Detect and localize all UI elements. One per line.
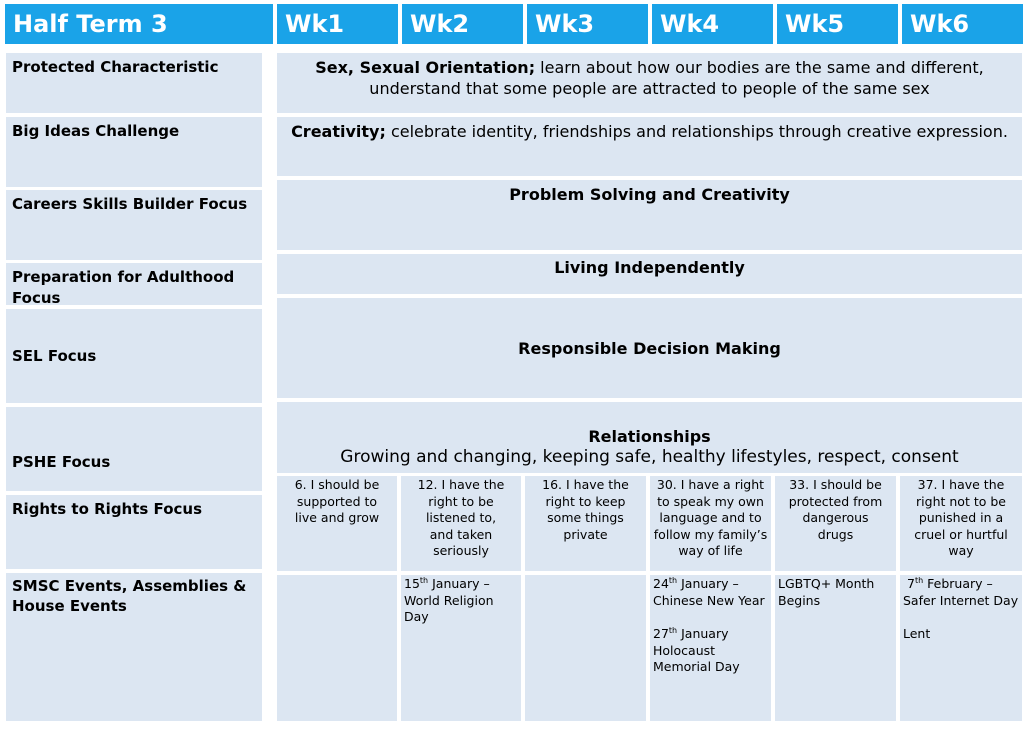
protected-characteristic-bold: Sex, Sexual Orientation; bbox=[315, 58, 536, 77]
smsc-wk4 bbox=[650, 575, 771, 721]
smsc-wk5-event: LGBTQ+ Month Begins bbox=[778, 576, 875, 608]
smsc-wk5 bbox=[775, 575, 896, 721]
pshe-content bbox=[277, 402, 1022, 473]
rights-wk2: 12. I have the right to be listened to, and taken seriously bbox=[401, 476, 521, 571]
row-label-pshe: PSHE Focus bbox=[6, 407, 262, 491]
sel-content: Responsible Decision Making bbox=[277, 298, 1022, 398]
big-ideas-text: celebrate identity, friendships and relationships through creative expression. bbox=[385, 122, 1008, 141]
smsc-wk4-event-2: 27th January Holocaust Memorial Day bbox=[653, 625, 740, 674]
week-header-4: Wk4 bbox=[652, 4, 773, 44]
rights-wk5: 33. I should be protected from dangerous drugs bbox=[775, 476, 896, 571]
rights-wk3: 16. I have the right to keep some things private bbox=[525, 476, 646, 571]
protected-characteristic-text: learn about how our bodies are the same and different, understand that some people are attracted to people of the same sex bbox=[369, 58, 984, 98]
smsc-wk2 bbox=[401, 575, 521, 721]
week-header-1: Wk1 bbox=[277, 4, 398, 44]
smsc-wk6 bbox=[900, 575, 1022, 721]
row-label-big-ideas: Big Ideas Challenge bbox=[6, 117, 262, 187]
row-label-sel: SEL Focus bbox=[6, 309, 262, 403]
smsc-wk2-event: 15th January – World Religion Day bbox=[404, 575, 494, 624]
protected-characteristic-content bbox=[277, 53, 1022, 113]
week-header-3: Wk3 bbox=[527, 4, 648, 44]
row-label-protected-characteristic: Protected Characteristic bbox=[6, 53, 262, 113]
pshe-title: Relationships bbox=[588, 427, 711, 446]
half-term-title: Half Term 3 bbox=[5, 4, 273, 44]
smsc-wk6-event-2: Lent bbox=[903, 626, 931, 641]
big-ideas-content bbox=[277, 117, 1022, 176]
pshe-text: Growing and changing, keeping safe, healthy lifestyles, respect, consent bbox=[340, 447, 959, 467]
adulthood-content: Living Independently bbox=[277, 254, 1022, 294]
smsc-wk3 bbox=[525, 575, 646, 721]
row-label-adulthood: Preparation for Adulthood Focus bbox=[6, 263, 262, 305]
row-label-rights: Rights to Rights Focus bbox=[6, 495, 262, 569]
row-label-careers: Careers Skills Builder Focus bbox=[6, 190, 262, 260]
rights-wk4: 30. I have a right to speak my own language and to follow my family’s way of life bbox=[650, 476, 771, 571]
row-label-smsc: SMSC Events, Assemblies & House Events bbox=[6, 573, 262, 721]
week-header-2: Wk2 bbox=[402, 4, 523, 44]
smsc-wk6-event-1: 7th February – Safer Internet Day bbox=[903, 575, 1019, 608]
rights-wk1: 6. I should be supported to live and grow bbox=[277, 476, 397, 571]
smsc-wk4-event-1: 24th January – Chinese New Year bbox=[653, 575, 765, 608]
careers-content: Problem Solving and Creativity bbox=[277, 180, 1022, 250]
rights-wk6: 37. I have the right not to be punished in a cruel or hurtful way bbox=[900, 476, 1022, 571]
smsc-wk1 bbox=[277, 575, 397, 721]
week-header-5: Wk5 bbox=[777, 4, 898, 44]
big-ideas-bold: Creativity; bbox=[291, 122, 386, 141]
week-header-6: Wk6 bbox=[902, 4, 1023, 44]
